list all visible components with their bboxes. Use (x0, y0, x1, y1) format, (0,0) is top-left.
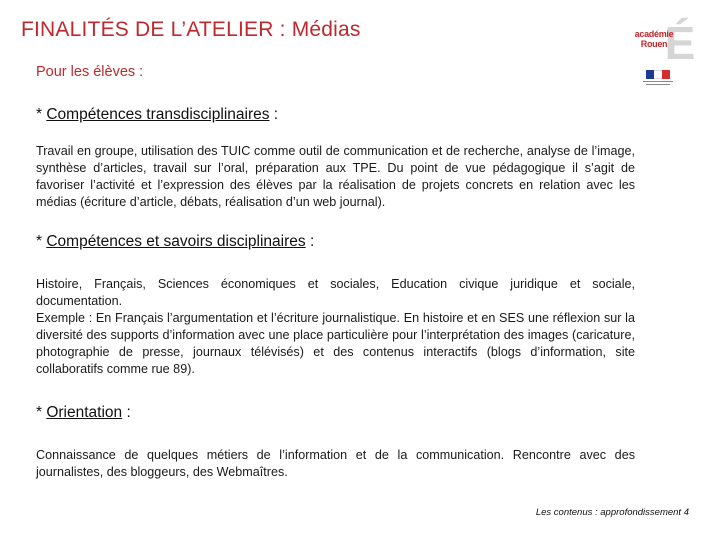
heading-colon: : (305, 233, 315, 250)
heading-colon: : (122, 404, 131, 421)
section-heading-transdisciplinary (36, 106, 278, 124)
heading-bullet: * (36, 233, 47, 250)
academie-logo-line1: académie (634, 29, 674, 39)
body-paragraph: Histoire, Français, Sciences économiques et sociales, Education civique juridique et sociale, documentation. (36, 277, 635, 308)
heading-bullet: * (36, 106, 47, 123)
heading-bullet: * (36, 404, 47, 421)
body-paragraph: Connaissance de quelques métiers de l’information et de la communication. Rencontre avec des journalistes, des bloggeurs, des Webmaîtres. (36, 448, 635, 479)
french-flag-icon (646, 70, 670, 79)
heading-text: Compétences transdisciplinaires (46, 106, 270, 123)
body-paragraph-example: Exemple : En Français l’argumentation et l’écriture journalistique. En histoire et en SES une réflexion sur la diversité des supports d’information avec une place particulière pour l’interprétation des images (caricature, photographie de presse, journaux télévisés) et des contenus interactifs (blogs d’information, site collaboratifs comme rue 89). (36, 311, 635, 376)
audience-subtitle: Pour les élèves : (36, 64, 144, 80)
body-paragraph: Travail en groupe, utilisation des TUIC comme outil de communication et de recherche, analyse de l’image, synthèse d’articles, travail sur l’oral, préparation aux TPE. Du point de vue pédagogique il s’agit de favoriser l’activité et l’expression des élèves par la réalisation de projets concrets en relation avec les médias (écriture d’article, débats, réalisation d’un web journal). (36, 144, 635, 209)
academie-e-letter: É (664, 17, 696, 69)
ministry-text-line (643, 81, 673, 82)
slide-footer: Les contenus : approfondissement 4 (535, 507, 689, 518)
ministry-flag-logo (641, 70, 675, 88)
section-body-transdisciplinary (36, 143, 635, 211)
section-body-orientation (36, 447, 635, 481)
section-heading-orientation (36, 404, 131, 422)
section-body-disciplinary (36, 276, 635, 378)
page-title: FINALITÉS DE L’ATELIER : Médias (21, 18, 361, 41)
heading-text: Compétences et savoirs disciplinaires (46, 233, 306, 250)
heading-text: Orientation (46, 404, 123, 421)
ministry-text-line (646, 84, 670, 85)
section-heading-disciplinary (36, 233, 314, 251)
heading-colon: : (269, 106, 279, 123)
academie-logo-text (632, 29, 676, 49)
academie-logo-line2: Rouen (640, 39, 668, 49)
academie-rouen-logo (630, 16, 700, 70)
